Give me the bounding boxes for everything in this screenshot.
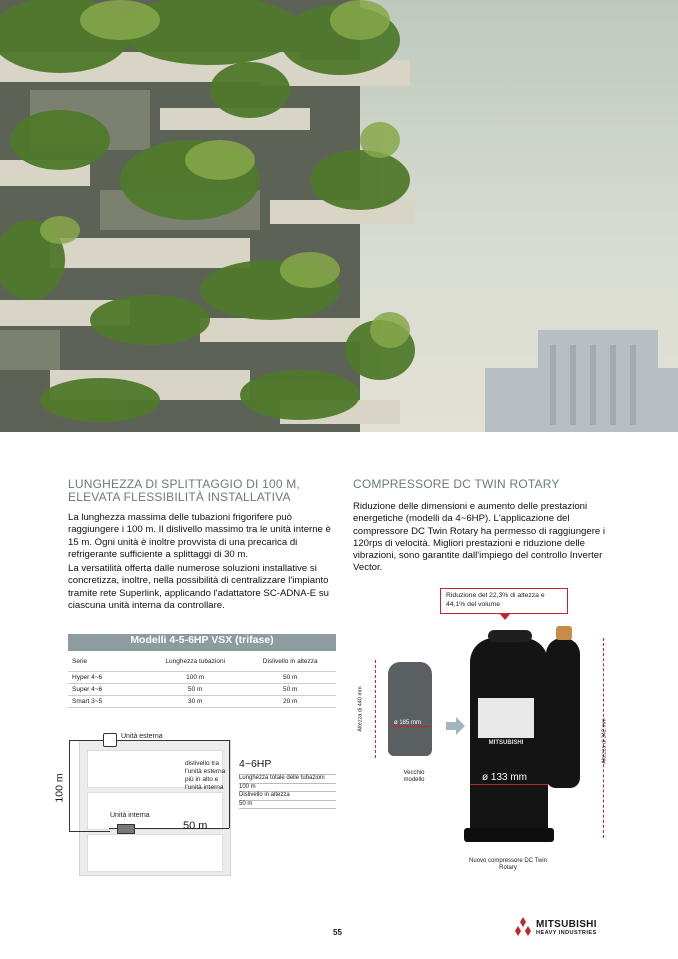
dimension-line (470, 784, 548, 785)
table-cell: Super 4~6 (68, 684, 146, 696)
table-cell: 50 m (146, 684, 244, 696)
accumulator-icon (546, 638, 580, 788)
title-line-1: LUNGHEZZA DI SPLITTAGGIO DI 100 M, (68, 477, 300, 491)
old-model-label: Vecchio modello (403, 770, 425, 783)
dimension-line (375, 660, 376, 758)
piping-diagram (55, 730, 345, 905)
new-compressor-icon (470, 638, 548, 838)
three-diamonds-icon (512, 917, 534, 937)
new-model-label: Nuovo compressore DC Twin Rotary (469, 858, 547, 871)
table-cell: 100 m (146, 672, 244, 684)
info-line: 50 m (239, 800, 336, 810)
compressor-brand: MITSUBISHI (488, 740, 524, 746)
table-cell: 50 m (244, 684, 336, 696)
hp-label: 4~6HP (239, 758, 272, 770)
compressor-diagram (357, 588, 620, 888)
compressor-label-plate (478, 698, 534, 738)
floor (87, 834, 223, 872)
dimension-line (390, 726, 430, 727)
height-note: dislivello tra l'unità esterna più in alto e l'unità interna (185, 760, 226, 791)
right-column (353, 478, 615, 575)
old-height-label: Altezza di 440 mm (357, 686, 364, 732)
page-number: 55 (333, 928, 342, 937)
vertical-length-label: 100 m (53, 773, 66, 803)
table-row (68, 696, 336, 708)
brand-subtitle: HEAVY INDUSTRIES (536, 930, 597, 936)
pipe-line (69, 740, 110, 832)
info-line: Lunghezza totale delle tubazioni (239, 774, 336, 783)
hero-image (0, 0, 678, 432)
indoor-unit-label: Unità interna (110, 812, 150, 819)
info-line: 100 m (239, 783, 336, 792)
info-box (239, 774, 336, 809)
left-column (68, 478, 343, 612)
table-cell: 50 m (244, 672, 336, 684)
info-line: Dislivello in altezza (239, 791, 336, 800)
callout-pointer (500, 614, 510, 620)
table-header-row (68, 651, 336, 672)
old-diameter-label: ø 185 mm (394, 720, 422, 726)
outdoor-unit-icon (103, 733, 117, 747)
table-cell: 30 m (146, 696, 244, 708)
brand-name: MITSUBISHI (536, 919, 597, 930)
brand-logo (512, 917, 632, 939)
callout-box: Riduzione del 22,3% di altezza e 44,1% del volume (440, 588, 568, 614)
compressor-base (464, 828, 554, 842)
table-header: Serie (68, 651, 146, 672)
new-diameter-label: ø 133 mm (482, 772, 528, 783)
outdoor-unit-label: Unità esterna (121, 733, 163, 740)
copper-pipe-icon (556, 626, 572, 640)
height-value: 50 m (183, 820, 208, 832)
table-cell: Hyper 4~6 (68, 672, 146, 684)
arrow-icon (446, 722, 456, 730)
paragraph: La versatilità offerta dalle numerose soluzioni installative si concretizza, inoltre, nella possibilità di centralizzare l'impianto tramite rete Superlink, applicando l'adattatore SC-ADNA-E su ciascuna unità interna da controllare. (68, 563, 329, 612)
title-line-2: ELEVATA FLESSIBILITÀ INSTALLATIVA (68, 490, 291, 504)
table-cell: 20 m (244, 696, 336, 708)
arrow-icon (456, 717, 465, 735)
section-title: COMPRESSORE DC TWIN ROTARY (353, 477, 560, 491)
old-compressor-icon (388, 662, 432, 756)
table-row (68, 672, 336, 684)
new-height-label: Altezza di 342 mm (601, 718, 608, 764)
table-header: Dislivello in altezza (244, 651, 336, 672)
spec-table (68, 634, 336, 708)
section-title (68, 478, 343, 504)
paragraph: Riduzione delle dimensioni e aumento delle prestazioni energetiche (modelli da 4~6HP). L'applicazione del compressore DC Twin Rotary ha permesso di raggiungere i 120rps di velocità. Migliori prestazioni e riduzione delle vibrazioni, sono garantite dall'impiego del controllo Inverter Vector. (353, 501, 606, 574)
table-cell: Smart 3~5 (68, 696, 146, 708)
compressor-top (488, 630, 532, 642)
table-row (68, 684, 336, 696)
table-header: Lunghezza tubazioni (146, 651, 244, 672)
paragraph: La lunghezza massima delle tubazioni frigorifere può raggiungere i 100 m. Il dislivello massimo tra le unità interne è 15 m. Ogni unità è inoltre provvista di una precarica di refrigerante sufficiente a splittaggi di 30 m. (68, 512, 331, 560)
vertical-forest-illustration (0, 0, 678, 432)
indoor-unit-icon (117, 824, 135, 834)
table-title: Modelli 4-5-6HP VSX (trifase) (68, 634, 336, 651)
